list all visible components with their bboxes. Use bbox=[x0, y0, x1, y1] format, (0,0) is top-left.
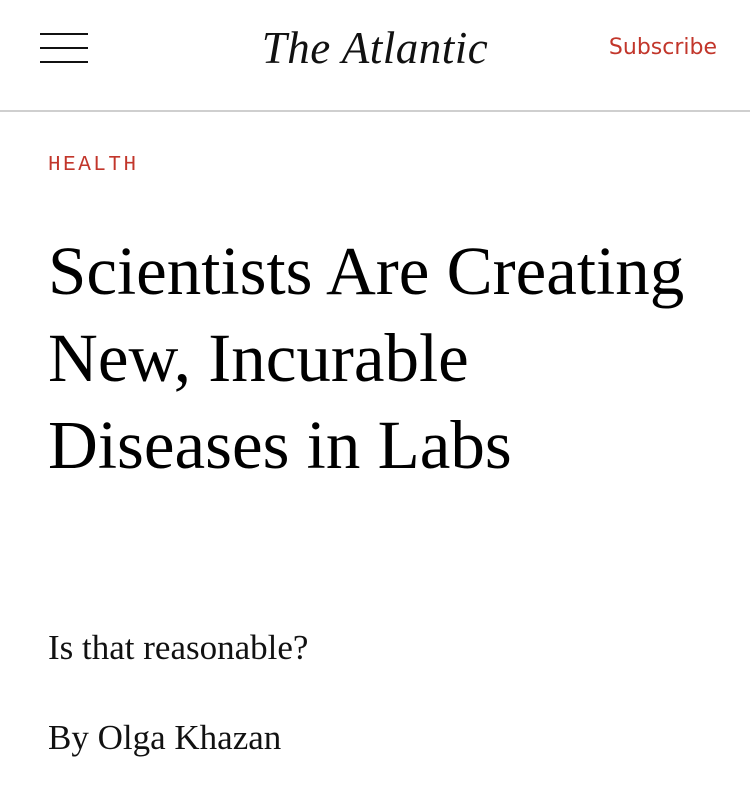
author-name[interactable]: Olga Khazan bbox=[97, 718, 282, 757]
menu-line bbox=[40, 61, 88, 63]
article-dek: Is that reasonable? bbox=[48, 628, 309, 667]
site-header bbox=[0, 0, 750, 112]
section-label[interactable]: HEALTH bbox=[48, 154, 139, 177]
article-byline bbox=[48, 716, 281, 760]
menu-line bbox=[40, 47, 88, 49]
byline-prefix: By bbox=[48, 718, 89, 757]
site-logo[interactable]: The Atlantic bbox=[261, 23, 489, 73]
subscribe-link[interactable]: Subscribe bbox=[608, 35, 717, 60]
menu-line bbox=[40, 33, 88, 35]
hamburger-menu-icon[interactable] bbox=[40, 33, 88, 65]
article-headline: Scientists Are Creating New, Incurable Diseases in Labs bbox=[48, 233, 685, 483]
